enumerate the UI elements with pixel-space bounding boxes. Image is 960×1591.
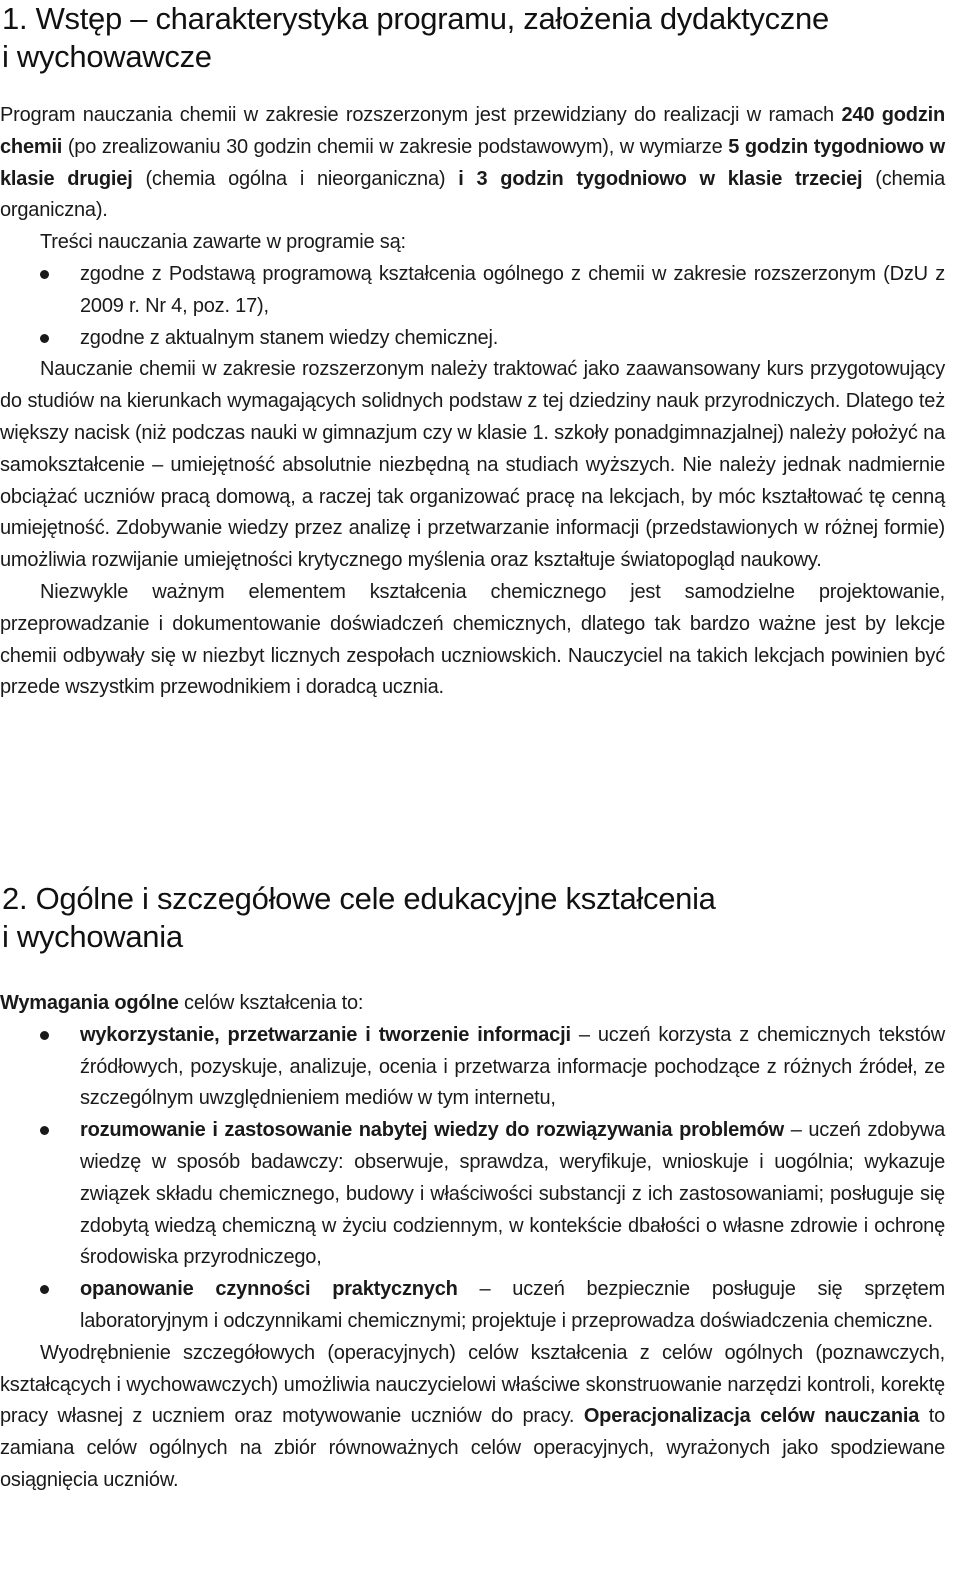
intro-bold: Wymagania ogólne [0,992,179,1014]
section-2-title-line-2: i wychowania [2,919,183,954]
p1-text-e: (chemia ogólna i nieorganiczna) [132,167,459,190]
list-item: zgodne z aktualnym stanem wiedzy chemicznej. [0,323,945,355]
section-2-body [0,988,945,1497]
list-item [0,1274,945,1338]
list-item-lead: opanowanie czynności praktycznych [80,1278,458,1301]
section-1-paragraph-4: Niezwykle ważnym elementem kształcenia chemicznego jest samodzielne projektowanie, przeprowadzanie i dokumentowanie doświadczeń chemicznych, dlatego tak bardzo ważne jest by lekcje chemii odbywały się w niezbyt licznych zespołach uczniowskich. Nauczyciel na takich lekcjach powinien być przede wszystkim przewodnikiem i doradcą ucznia. [0,580,945,699]
list-item: zgodne z Podstawą programową kształcenia ogólnego z chemii w zakresie rozszerzonym (DzU z 2009 r. Nr 4, poz. 17), [0,259,945,323]
list-item-text: – uczeń zdobywa wiedzę w sposób badawczy: obserwuje, sprawdza, weryfikuje, wnioskuje i uogólnia; wykazuje związek składu chemicznego, budowy i właściwości substancji z ich zastosowaniami; posługuje się zdobytą wiedzą chemiczną w życiu codziennym, w kontekście dbałości o własne zdrowie i ochronę środowiska przyrodniczego, [80,1119,945,1269]
section-1-heading [2,0,945,76]
section-2-title-line-1: 2. Ogólne i szczegółowe cele edukacyjne kształcenia [2,881,716,916]
p1-bold-class-3: i 3 godzin tygodniowo w klasie trzeciej [458,167,863,190]
section-2-heading [2,880,945,956]
section-1-body [0,100,945,704]
section-1-paragraph-2: Treści nauczania zawarte w programie są: [40,231,406,254]
p1-text-a: Program nauczania chemii w zakresie rozszerzonym jest przewidziany do realizacji w ramach [0,104,842,126]
p1-bold-hours: 240 godzin chemii [0,104,945,158]
section-2-final-paragraph [0,1338,945,1497]
final-text-a: Wyodrębnienie szczegółowych (operacyjnych) celów kształcenia z celów ogólnych (poznawczych, kształcących i wychowawczych) umożliwia nauczycielowi właściwe skonstruowanie narzędzi kontroli, korektę pracy własnej z uczniem oraz motywowanie uczniów do pracy. [0,1341,945,1428]
list-item [0,1115,945,1274]
list-item-text: – uczeń bezpiecznie posługuje się sprzętem laboratoryjnym i odczynnikami chemicznymi; projektuje i przeprowadza doświadczenia chemiczne. [80,1278,945,1332]
section-1-paragraph-1 [0,100,945,227]
section-1-title [2,0,945,76]
intro-rest: celów kształcenia to: [178,992,364,1014]
section-1-title-line-1: 1. Wstęp – charakterystyka programu, założenia dydaktyczne [2,1,829,36]
list-item-text: – uczeń korzysta z chemicznych tekstów źródłowych, pozyskuje, analizuje, ocenia i przetwarza informacje pochodzące z różnych źródeł, ze szczególnym uwzględnieniem mediów w tym internetu, [80,1023,945,1110]
final-text-b: to zamiana celów ogólnych na zbiór równoważnych celów operacyjnych, wyrażonych jako spodziewane osiągnięcia uczniów. [0,1405,945,1491]
list-item-lead: wykorzystanie, przetwarzanie i tworzenie informacji [80,1023,571,1046]
section-2-intro [0,988,945,1020]
p1-text-g: (chemia organiczna). [0,167,945,222]
section-1-title-line-2: i wychowawcze [2,39,212,74]
section-2-bullet-list [0,1020,945,1338]
final-bold: Operacjonalizacja celów nauczania [583,1405,920,1428]
p1-text-c: (po zrealizowaniu 30 godzin chemii w zakresie podstawowym), w wymiarze [62,135,729,158]
section-1-paragraph-3: Nauczanie chemii w zakresie rozszerzonym należy traktować jako zaawansowany kurs przygotowujący do studiów na kierunkach wymagających solidnych podstaw z tej dziedziny nauk przyrodniczych. Dlatego też większy nacisk (niż podczas nauki w gimnazjum czy w klasie 1. szkoły ponadgimnazjalnej) należy położyć na samokształcenie – umiejętność absolutnie niezbędną na studiach wyższych. Nie należy jednak nadmiernie obciążać uczniów pracą domową, a raczej tak organizować pracę na lekcjach, by móc kształtować tę cenną umiejętność. Zdobywanie wiedzy przez analizę i przetwarzanie informacji (przedstawionych w różnej formie) umożliwia rozwijanie umiejętności krytycznego myślenia oraz kształtuje światopogląd naukowy. [0,358,945,572]
section-2-title [2,880,945,956]
p1-bold-class-2: 5 godzin tygodniowo w klasie drugiej [0,135,945,190]
list-item [0,1020,945,1115]
list-item-lead: rozumowanie i zastosowanie nabytej wiedzy do rozwiązywania problemów [80,1119,784,1142]
section-1-bullet-list [0,259,945,354]
